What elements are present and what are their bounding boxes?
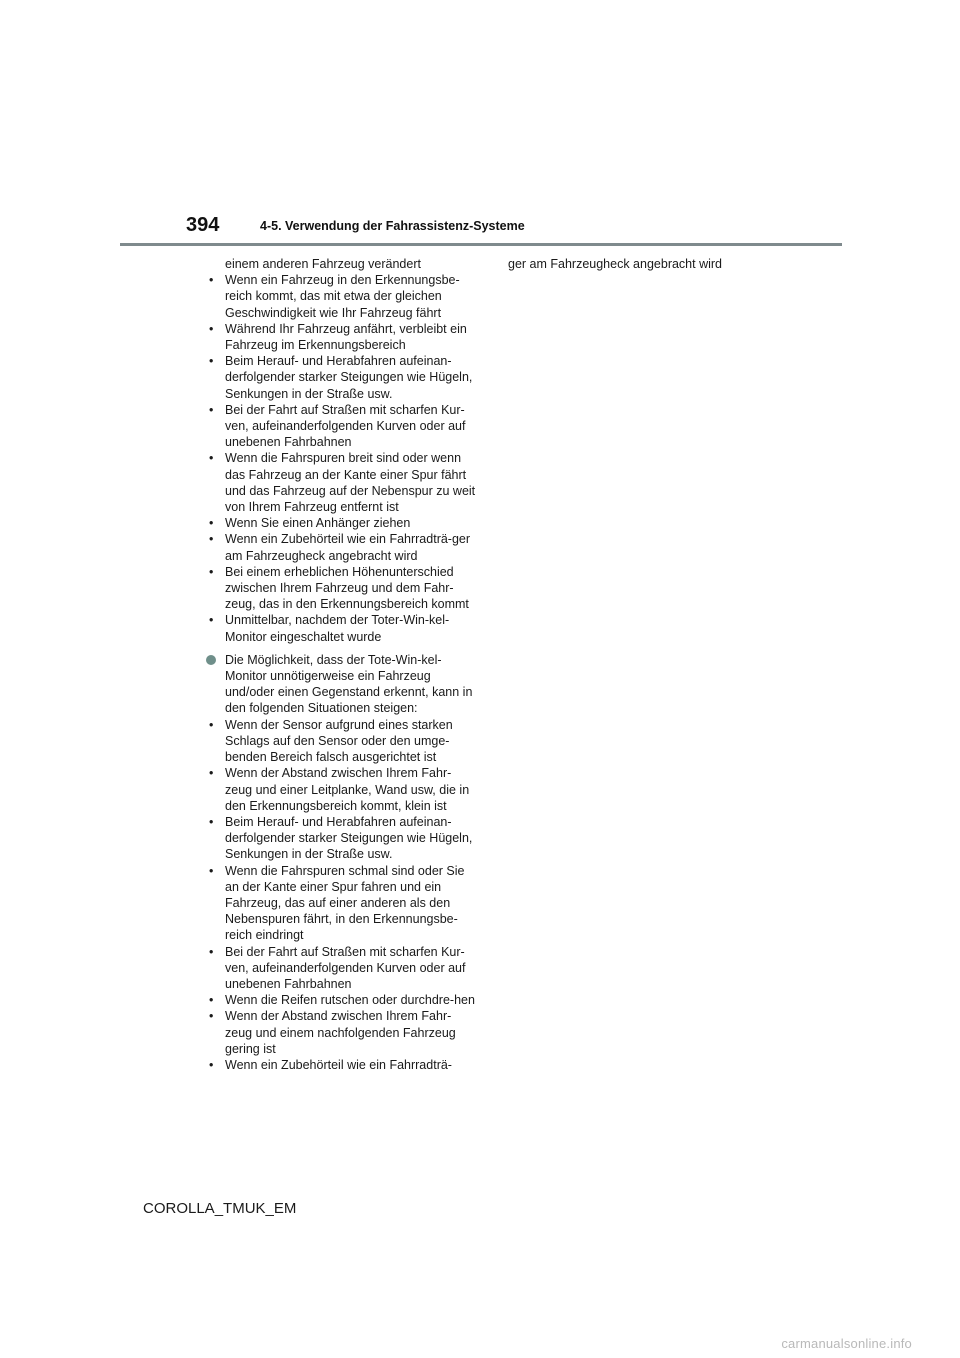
bullet-list-b bbox=[206, 717, 476, 1073]
watermark: carmanualsonline.info bbox=[781, 1336, 912, 1351]
section-title: 4-5. Verwendung der Fahrassistenz-Systeme bbox=[260, 219, 525, 233]
list-item: • Wenn ein Fahrzeug in den Erkennungsbe-reich kommt, das mit etwa der gleichen Geschwindigkeit wie Ihr Fahrzeug fährt bbox=[206, 272, 476, 321]
list-item: • Wenn der Abstand zwischen Ihrem Fahr-zeug und einer Leitplanke, Wand usw, die in den Erkennungsbereich kommt, klein ist bbox=[206, 765, 476, 814]
list-item: • Wenn ein Zubehörteil wie ein Fahrradträ-ger am Fahrzeugheck angebracht wird bbox=[206, 531, 476, 563]
list-item: • Wenn ein Zubehörteil wie ein Fahrradträ- bbox=[206, 1057, 476, 1073]
list-item: • Bei der Fahrt auf Straßen mit scharfen Kur-ven, aufeinanderfolgenden Kurven oder auf unebenen Fahrbahnen bbox=[206, 402, 476, 451]
header-rule bbox=[120, 243, 842, 246]
circle-heading: Die Möglichkeit, dass der Tote-Win-kel-Monitor unnötigerweise ein Fahrzeug und/oder einen Gegenstand erkennt, kann in den folgenden Situationen steigen: bbox=[225, 652, 473, 716]
list-item: • Bei einem erheblichen Höhenunterschied zwischen Ihrem Fahrzeug und dem Fahr-zeug, das in den Erkennungsbereich kommt bbox=[206, 564, 476, 613]
page-number: 394 bbox=[186, 214, 220, 236]
bullet-list-a bbox=[206, 272, 476, 645]
list-item: • Wenn der Abstand zwischen Ihrem Fahr-zeug und einem nachfolgenden Fahrzeug gering ist bbox=[206, 1008, 476, 1057]
list-item: • Wenn Sie einen Anhänger ziehen bbox=[206, 515, 476, 531]
continuation-text: ger am Fahrzeugheck angebracht wird bbox=[508, 257, 723, 271]
list-item: • Beim Herauf- und Herabfahren aufeinan-derfolgender starker Steigungen wie Hügeln, Senkungen in der Straße usw. bbox=[206, 814, 476, 863]
continuation-text: einem anderen Fahrzeug verändert bbox=[225, 257, 421, 271]
left-column bbox=[206, 256, 476, 1073]
right-column bbox=[508, 256, 778, 272]
list-item: • Bei der Fahrt auf Straßen mit scharfen Kur-ven, aufeinanderfolgenden Kurven oder auf unebenen Fahrbahnen bbox=[206, 944, 476, 993]
circle-bullet-icon bbox=[206, 655, 216, 665]
list-item: • Während Ihr Fahrzeug anfährt, verbleibt ein Fahrzeug im Erkennungsbereich bbox=[206, 321, 476, 353]
footer-manual-code: COROLLA_TMUK_EM bbox=[143, 1200, 297, 1217]
list-item: • Wenn die Fahrspuren breit sind oder wenn das Fahrzeug an der Kante einer Spur fährt und das Fahrzeug auf der Nebenspur zu weit von Ihrem Fahrzeug entfernt ist bbox=[206, 450, 476, 515]
circle-item bbox=[206, 652, 476, 717]
list-item: • Beim Herauf- und Herabfahren aufeinan-derfolgender starker Steigungen wie Hügeln, Senkungen in der Straße usw. bbox=[206, 353, 476, 402]
list-item: • Wenn die Fahrspuren schmal sind oder Sie an der Kante einer Spur fahren und ein Fahrzeug, das auf einer anderen als den Nebenspuren fährt, in den Erkennungsbe-reich eindringt bbox=[206, 863, 476, 944]
list-item: • Unmittelbar, nachdem der Toter-Win-kel-Monitor eingeschaltet wurde bbox=[206, 612, 476, 644]
list-item: • Wenn die Reifen rutschen oder durchdre-hen bbox=[206, 992, 476, 1008]
list-item: • Wenn der Sensor aufgrund eines starken Schlags auf den Sensor oder den umge-benden Bereich falsch ausgerichtet ist bbox=[206, 717, 476, 766]
